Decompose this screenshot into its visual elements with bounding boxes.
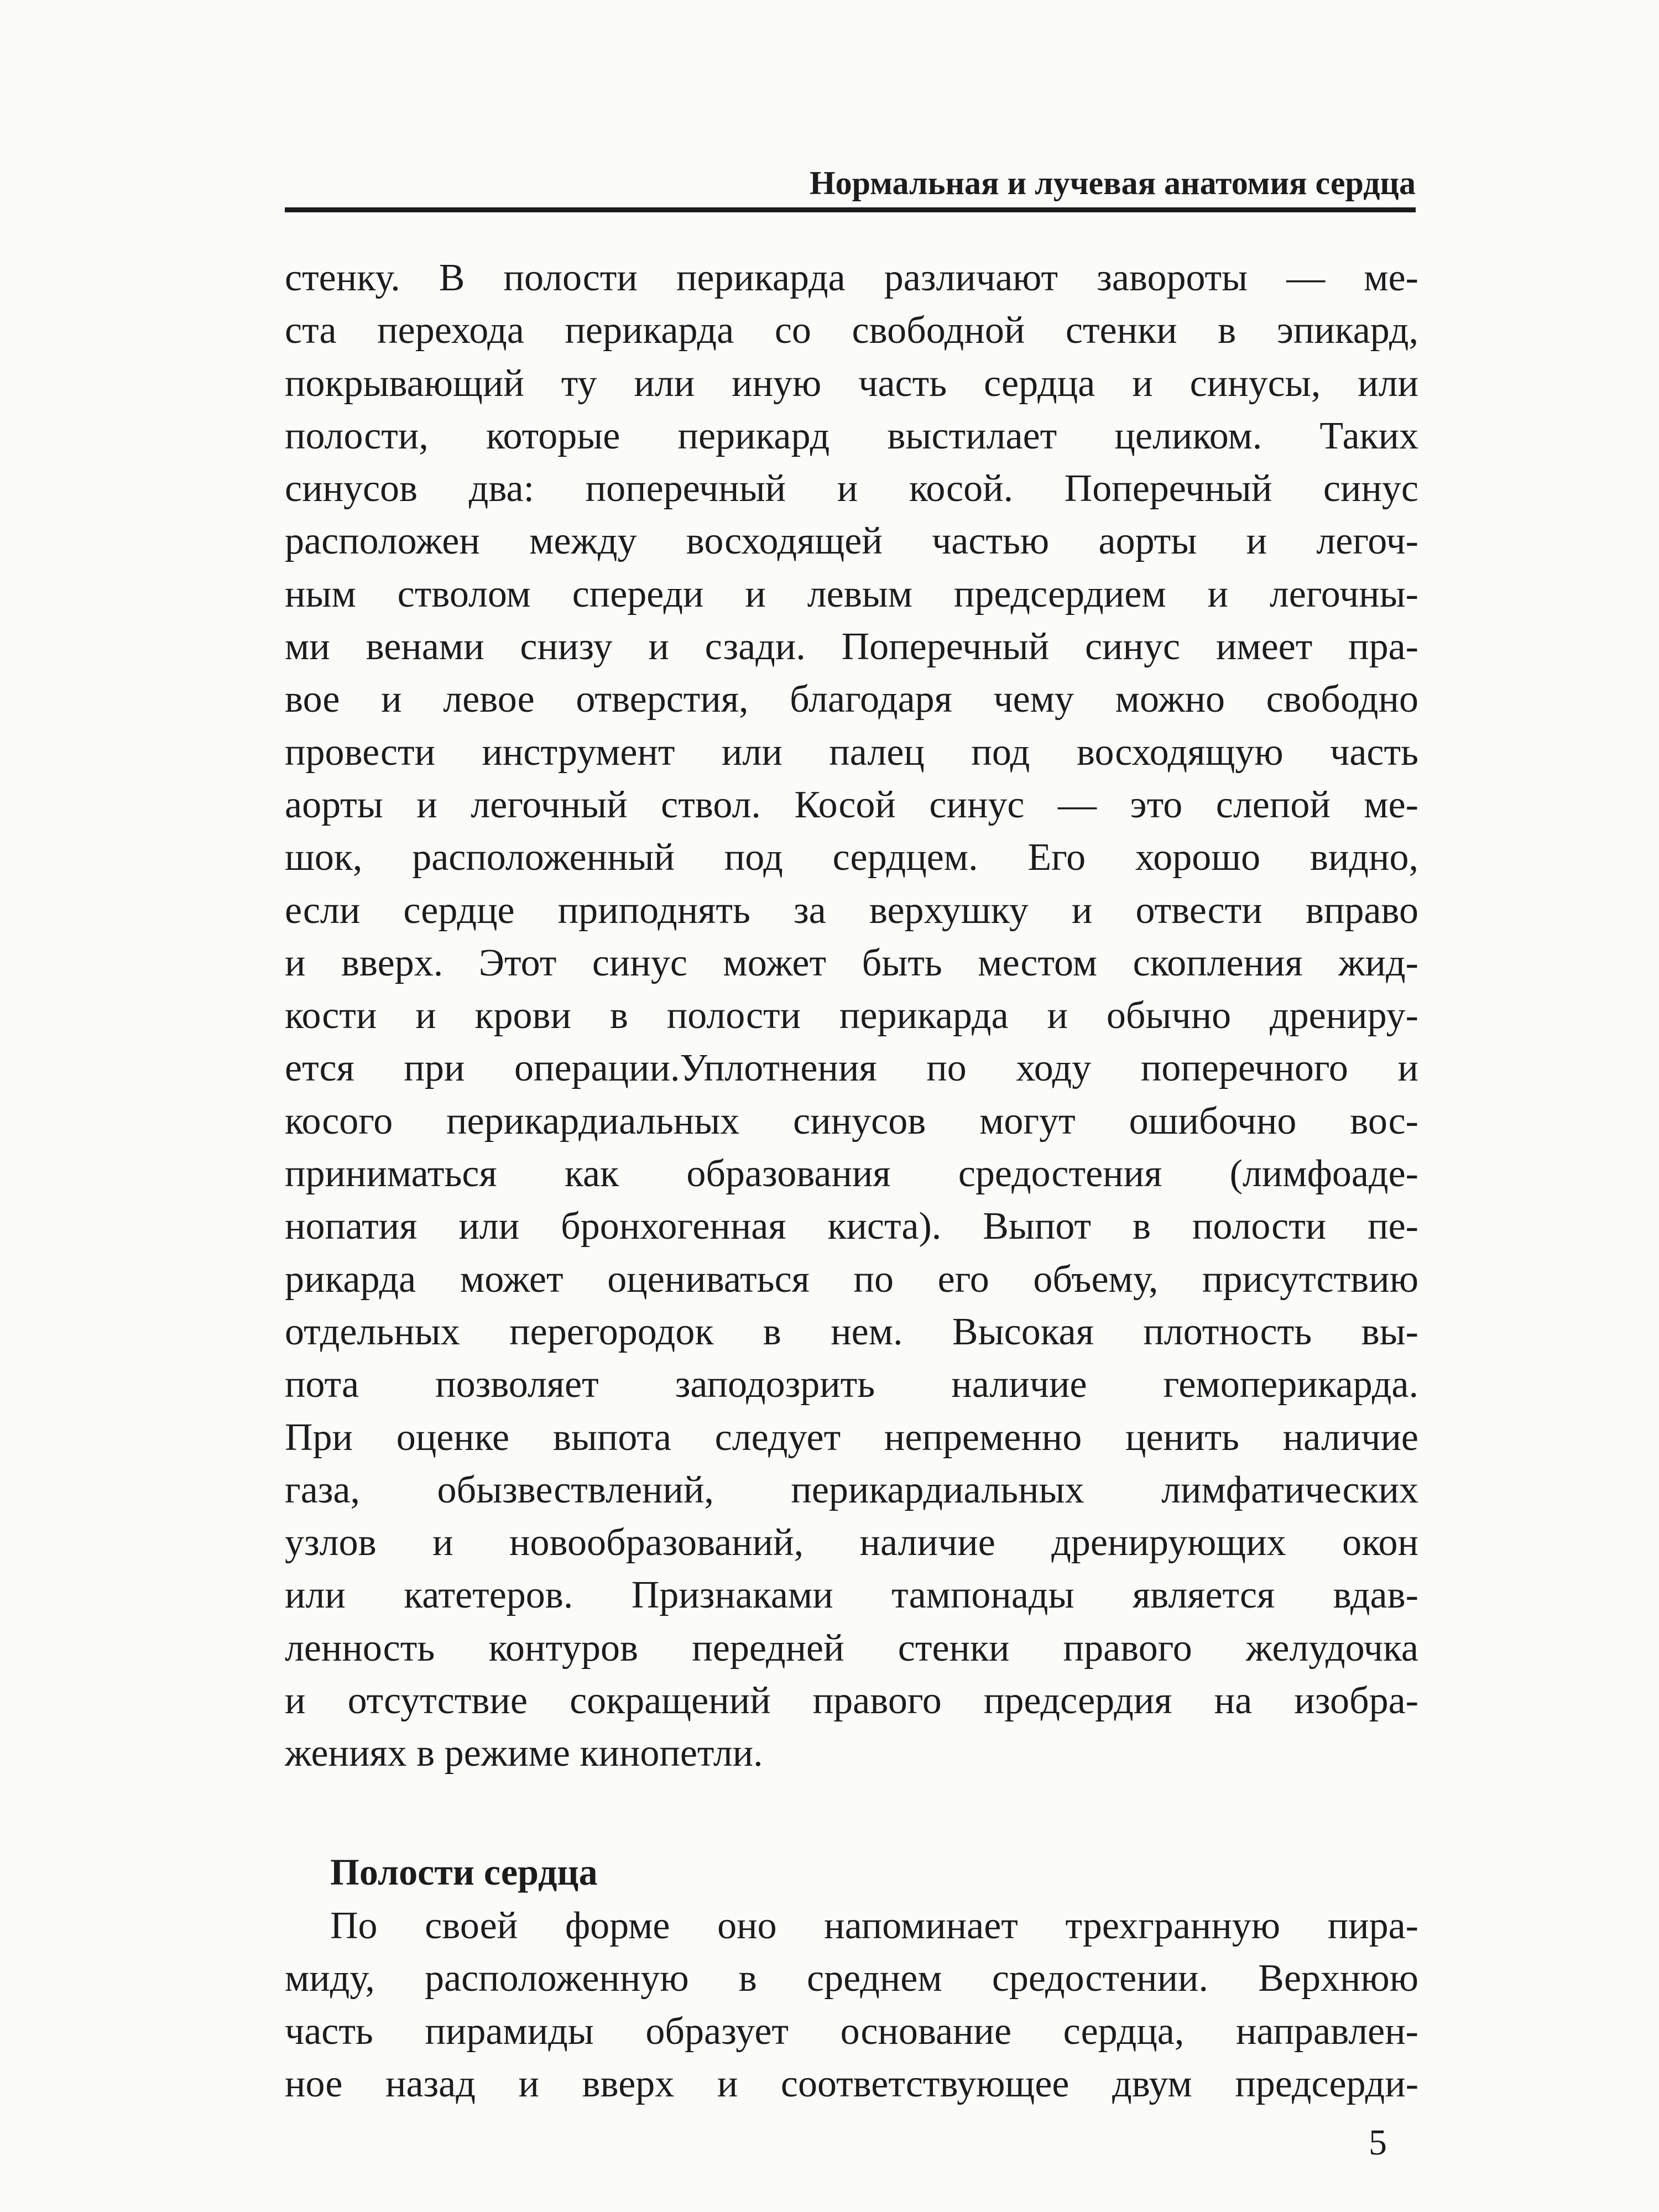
text-line: миду, расположенную в среднем средостении. Верхнюю xyxy=(285,1957,1418,2000)
text-line: жениях в режиме кинопетли. xyxy=(285,1732,763,1775)
text-line: узлов и новообразований, наличие дренирующих окон xyxy=(285,1521,1418,1564)
text-line: полости, которые перикард выстилает целиком. Таких xyxy=(285,414,1418,457)
running-title: Нормальная и лучевая анатомия сердца xyxy=(809,165,1416,201)
text-line: нопатия или бронхогенная киста). Выпот в полости пе- xyxy=(285,1205,1418,1248)
text-line: пота позволяет заподозрить наличие гемоперикарда. xyxy=(285,1363,1418,1406)
section-paragraph xyxy=(285,1900,1418,2110)
text-line: газа, обызвествлений, перикардиальных лимфатических xyxy=(285,1468,1418,1511)
text-line: рикарда может оцениваться по его объему, присутствию xyxy=(285,1258,1418,1301)
running-header xyxy=(285,163,1416,213)
text-line: стенку. В полости перикарда различают завороты — ме- xyxy=(285,257,1418,299)
header-rule xyxy=(285,207,1416,212)
text-line: провести инструмент или палец под восходящую часть xyxy=(285,731,1418,774)
text-line: ным стволом спереди и левым предсердием и легочны- xyxy=(285,572,1418,615)
text-line: если сердце приподнять за верхушку и отвести вправо xyxy=(285,889,1418,932)
section-heading: Полости сердца xyxy=(330,1851,598,1893)
text-line: шок, расположенный под сердцем. Его хорошо видно, xyxy=(285,836,1418,879)
text-line: аорты и легочный ствол. Косой синус — это слепой ме- xyxy=(285,783,1418,826)
text-line: кости и крови в полости перикарда и обычно дрениру- xyxy=(285,994,1418,1037)
text-line: ми венами снизу и сзади. Поперечный синус имеет пра- xyxy=(285,625,1418,669)
text-line: ста перехода перикарда со свободной стенки в эпикард, xyxy=(285,309,1418,352)
text-line: и отсутствие сокращений правого предсердия на изобра- xyxy=(285,1679,1418,1723)
text-line: покрывающий ту или иную часть сердца и синусы, или xyxy=(285,362,1418,405)
text-line: расположен между восходящей частью аорты и легоч- xyxy=(285,520,1418,563)
text-line: и вверх. Этот синус может быть местом скопления жид- xyxy=(285,941,1418,984)
text-line: косого перикардиальных синусов могут ошибочно вос- xyxy=(285,1099,1418,1142)
text-line: или катетеров. Признаками тампонады является вдав- xyxy=(285,1574,1418,1617)
text-line: часть пирамиды образует основание сердца, направлен- xyxy=(285,2010,1418,2053)
page-number: 5 xyxy=(1369,2122,1387,2163)
text-line: При оценке выпота следует непременно ценить наличие xyxy=(285,1416,1418,1459)
text-line: вое и левое отверстия, благодаря чему можно свободно xyxy=(285,678,1418,721)
body-paragraph xyxy=(285,252,1418,1780)
text-line: синусов два: поперечный и косой. Поперечный синус xyxy=(285,467,1418,510)
text-line: приниматься как образования средостения (лимфоаде- xyxy=(285,1152,1418,1196)
text-line: ленность контуров передней стенки правого желудочка xyxy=(285,1626,1418,1670)
text-line: По своей форме оно напоминает трехгранную пира- xyxy=(330,1905,1418,1947)
text-line: ное назад и вверх и соответствующее двум предсерди- xyxy=(285,2062,1418,2105)
text-line: отдельных перегородок в нем. Высокая плотность вы- xyxy=(285,1310,1418,1353)
text-line: ется при операции.Уплотнения по ходу поперечного и xyxy=(285,1047,1418,1090)
